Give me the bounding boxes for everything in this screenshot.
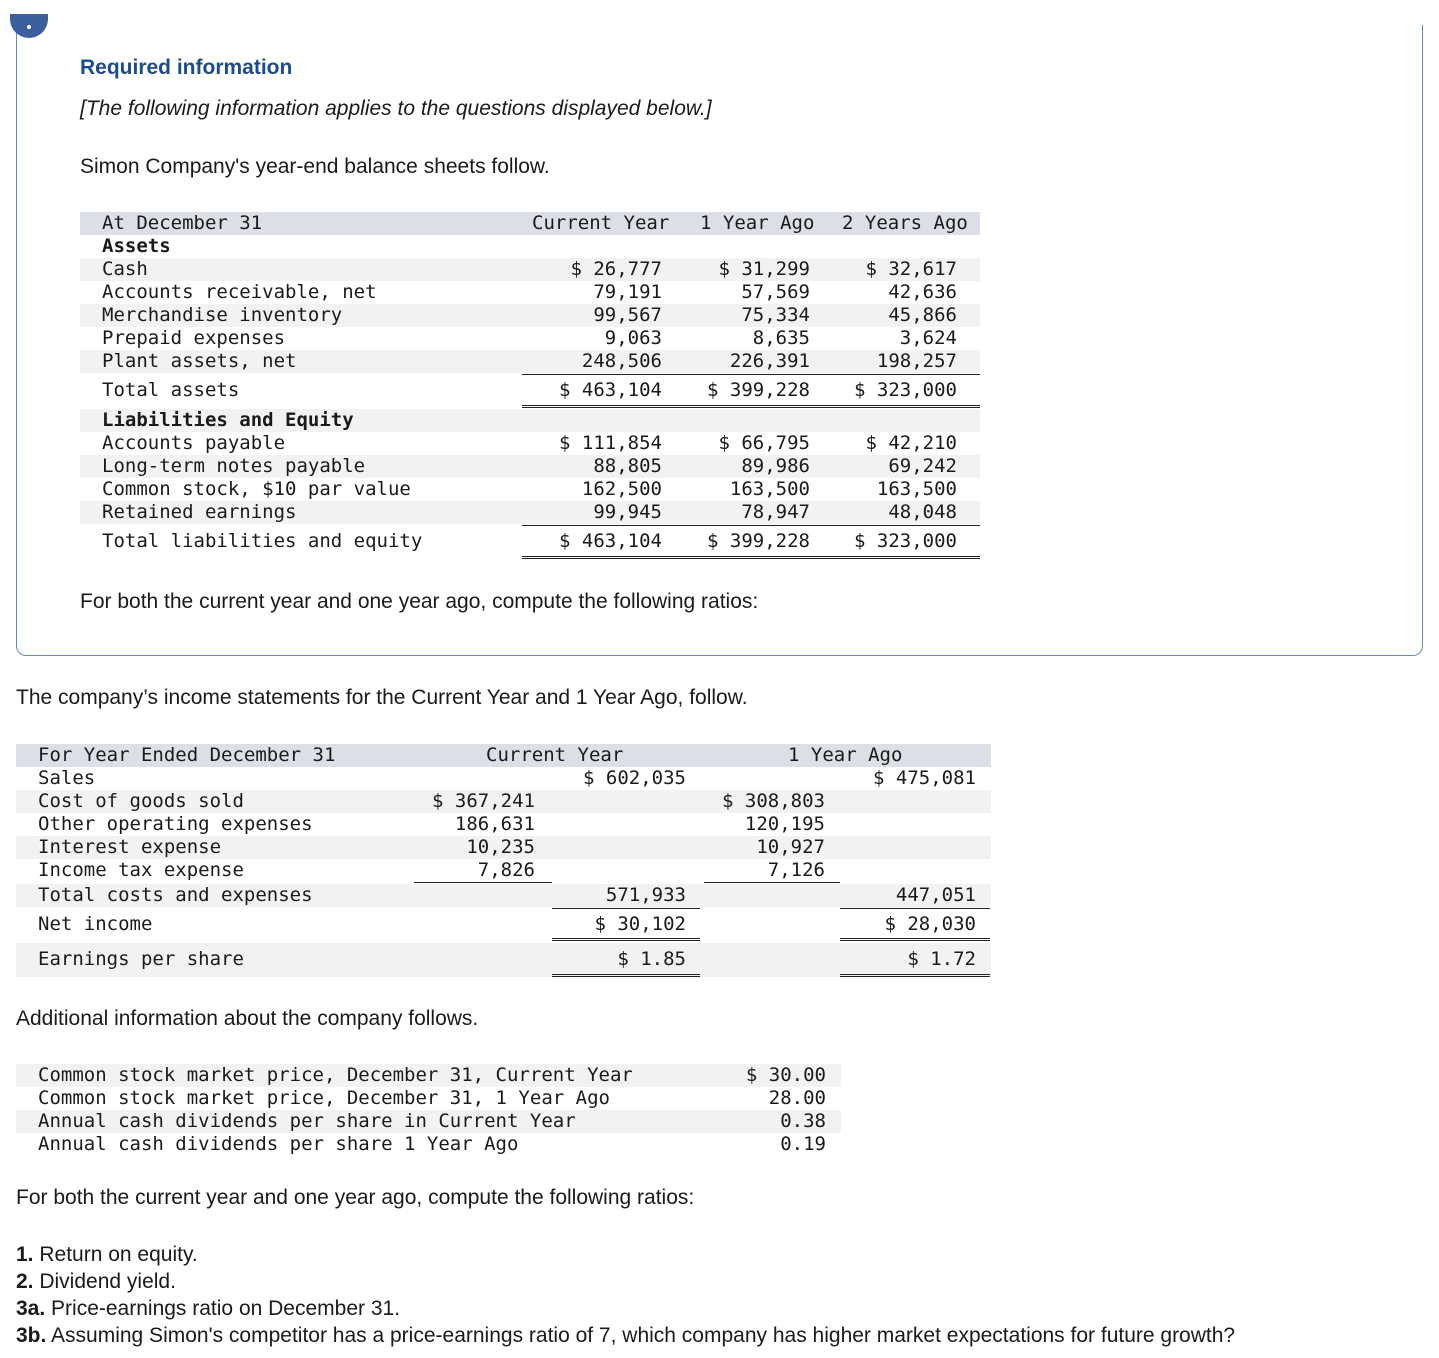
row-label: Total liabilities and equity [102,530,423,552]
cell-current-year: $ 367,241 [432,790,535,812]
cell-current-year: 10,235 [466,836,535,858]
total-rule [552,974,700,977]
subtotal-rule [414,882,552,883]
row-label: Plant assets, net [102,350,297,372]
subtotal-rule [522,374,980,375]
total-assets-row [80,379,980,402]
cell-current-year: 79,191 [593,281,662,303]
section-heading-row [80,235,980,258]
col-header-current-year: Current Year [532,212,670,234]
total-rule [522,556,980,559]
question-number: 3b. [16,1324,47,1347]
row-label: Prepaid expenses [102,327,286,349]
subtotal-rule [840,908,990,909]
table-header-row [80,212,980,235]
table-row [80,350,980,373]
cell-2-years-ago: 163,500 [876,478,957,500]
subtotal-rule [522,525,980,526]
table-row [80,327,980,350]
total-liabilities-row [80,530,980,553]
row-label: Other operating expenses [38,813,313,835]
cell-current-year: $ 463,104 [559,379,662,401]
table-row [80,432,980,455]
cell-1-year-ago: $ 66,795 [718,432,810,454]
question-3a [16,1297,400,1321]
row-label: Interest expense [38,836,222,858]
subtotal-rule [704,882,840,883]
col-header-period: For Year Ended December 31 [38,744,336,766]
row-label: Accounts receivable, net [102,281,377,303]
cell-current-year: 99,567 [593,304,662,326]
row-label: Sales [38,767,96,789]
cell-value: 28.00 [768,1087,826,1109]
table-row [16,1064,841,1087]
row-label: Income tax expense [38,859,244,881]
row-label: Earnings per share [38,948,244,970]
cell-1-year-ago: 10,927 [756,836,825,858]
cell-1-year-ago: 57,569 [741,281,810,303]
cell-2-years-ago: $ 42,210 [865,432,957,454]
cell-1-year-ago: 226,391 [729,350,810,372]
row-label: Long-term notes payable [102,455,366,477]
row-label: Common stock market price, December 31, 1 Year Ago [38,1087,610,1109]
table-row [80,304,980,327]
assets-heading: Assets [102,235,171,257]
cell-1-year-ago-total: $ 28,030 [884,913,976,935]
row-label: Annual cash dividends per share in Current Year [38,1110,576,1132]
total-rule [840,938,990,941]
question-number: 1. [16,1243,34,1266]
cell-1-year-ago: $ 399,228 [707,379,810,401]
question-text: Price-earnings ratio on December 31. [45,1297,401,1320]
question-1 [16,1243,198,1267]
table-row [80,258,980,281]
col-header-1-year-ago: 1 Year Ago [700,212,815,234]
required-info-subtitle: [The following information applies to the questions displayed below.] [80,97,712,120]
cell-current-year: $ 463,104 [559,530,662,552]
cell-2-years-ago: $ 323,000 [854,379,957,401]
col-header-2-years-ago: 2 Years Ago [842,212,968,234]
table-row [16,1133,841,1156]
cell-current-year: $ 26,777 [570,258,662,280]
cell-2-years-ago: $ 323,000 [854,530,957,552]
cell-current-year-total: $ 602,035 [583,767,686,789]
cell-current-year: 9,063 [604,327,662,349]
table-header-row [16,744,991,767]
cell-2-years-ago: 48,048 [888,501,957,523]
cell-1-year-ago-total: $ 1.72 [907,948,976,970]
cell-2-years-ago: 69,242 [888,455,957,477]
cell-1-year-ago: $ 31,299 [718,258,810,280]
cell-2-years-ago: 3,624 [899,327,957,349]
cell-current-year: 99,945 [593,501,662,523]
cell-1-year-ago: $ 399,228 [707,530,810,552]
net-income-row [16,913,991,936]
row-label: Common stock market price, December 31, Current Year [38,1064,633,1086]
row-label: Accounts payable [102,432,286,454]
question-text: Assuming Simon's competitor has a price-earnings ratio of 7, which company has higher market expectations for future growth? [46,1324,1236,1347]
cell-2-years-ago: 45,866 [888,304,957,326]
question-number: 2. [16,1270,34,1293]
question-2 [16,1270,176,1294]
table-row [16,1087,841,1110]
total-rule [552,938,700,941]
additional-intro: Additional information about the company follows. [16,1007,479,1030]
cell-1-year-ago: 75,334 [741,304,810,326]
cell-current-year-total: $ 1.85 [617,948,686,970]
question-3b [16,1324,1235,1348]
cell-1-year-ago: 163,500 [729,478,810,500]
cell-1-year-ago: 120,195 [744,813,825,835]
row-label: Retained earnings [102,501,297,523]
cell-1-year-ago: 89,986 [741,455,810,477]
table-row [16,1110,841,1133]
cell-2-years-ago: 198,257 [876,350,957,372]
liabilities-heading: Liabilities and Equity [102,409,354,431]
total-costs-row [16,884,991,907]
box-footer-text: For both the current year and one year ago, compute the following ratios: [80,590,759,613]
section-heading-row [80,409,980,432]
required-info-title: Required information [80,56,293,79]
total-rule [522,405,980,408]
cell-current-year-total: 571,933 [605,884,686,906]
table-row [16,767,991,790]
table-row [16,813,991,836]
ratios-intro: For both the current year and one year ago, compute the following ratios: [16,1186,695,1209]
row-label: Cost of goods sold [38,790,244,812]
row-label: Total costs and expenses [38,884,313,906]
cell-current-year-total: $ 30,102 [594,913,686,935]
cell-value: 0.19 [780,1133,826,1155]
cell-current-year: 248,506 [581,350,662,372]
row-label: Cash [102,258,148,280]
cell-1-year-ago: 8,635 [752,327,810,349]
cell-1-year-ago: 78,947 [741,501,810,523]
cell-1-year-ago: $ 308,803 [722,790,825,812]
eps-row [16,943,991,977]
cell-current-year: 88,805 [593,455,662,477]
cell-2-years-ago: $ 32,617 [865,258,957,280]
table-row [16,790,991,813]
subtotal-rule [552,908,700,909]
cell-1-year-ago-total: $ 475,081 [873,767,976,789]
col-header-date: At December 31 [102,212,263,234]
row-label: Merchandise inventory [102,304,343,326]
cell-current-year: 162,500 [581,478,662,500]
row-label: Common stock, $10 par value [102,478,411,500]
table-row [80,455,980,478]
table-row [16,836,991,859]
question-text: Dividend yield. [33,1270,176,1293]
cell-value: $ 30.00 [745,1064,826,1086]
question-number: 3a. [16,1297,46,1320]
total-rule [840,974,990,977]
income-intro: The company’s income statements for the Current Year and 1 Year Ago, follow. [16,686,748,709]
row-label: Annual cash dividends per share 1 Year Ago [38,1133,519,1155]
col-header-1-year-ago: 1 Year Ago [788,744,903,766]
cell-value: 0.38 [780,1110,826,1132]
table-row [80,281,980,304]
cell-1-year-ago-total: 447,051 [895,884,976,906]
table-row [16,859,991,882]
cell-2-years-ago: 42,636 [888,281,957,303]
question-text: Return on equity. [33,1243,198,1266]
cell-current-year: 186,631 [454,813,535,835]
row-label: Total assets [102,379,240,401]
table-row [80,501,980,524]
cell-current-year: $ 111,854 [559,432,662,454]
balance-sheet-intro: Simon Company's year-end balance sheets follow. [80,155,550,178]
col-header-current-year: Current Year [486,744,624,766]
cell-1-year-ago: 7,126 [767,859,825,881]
table-row [80,478,980,501]
cell-current-year: 7,826 [477,859,535,881]
row-label: Net income [38,913,153,935]
